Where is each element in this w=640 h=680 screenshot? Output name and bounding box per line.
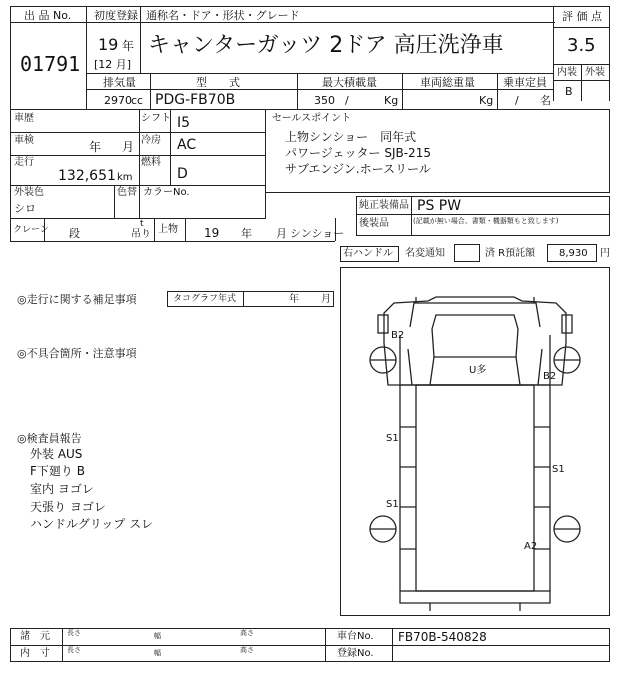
score-value: 3.5 [567, 35, 596, 56]
exterior-color-value: シロ [14, 202, 36, 215]
color-change-label: 色替 [117, 187, 137, 198]
displacement-value: 2970 [104, 94, 132, 107]
crane-t: t [140, 219, 144, 229]
max-load-value: 350 [314, 94, 335, 107]
damage-mark-s1-left-lower: S1 [386, 499, 399, 510]
model-value: PDG-FB70B [155, 92, 236, 108]
footer-height-2: 高さ [240, 646, 254, 654]
score-label: 評 価 点 [562, 10, 602, 23]
reg-year-unit: 年 [122, 39, 135, 53]
capacity-unit: 名 [540, 94, 551, 107]
inspection-month-unit: 月 [122, 140, 135, 154]
shift-label: シフト [141, 113, 171, 124]
yen-label: 円 [600, 248, 610, 259]
shift-value: I5 [177, 115, 191, 131]
footer-specs-label: 諸 元 [20, 631, 50, 642]
model-label: 型 式 [196, 76, 240, 89]
footer-width-1: 幅 [154, 632, 161, 640]
inspection-year-unit: 年 [89, 140, 102, 154]
lot-label: 出 品 No. [24, 9, 72, 22]
name-label: 通称名・ドア・形状・グレード [146, 9, 300, 22]
capacity-slash: / [515, 94, 519, 107]
footer-chassis-value: FB70B-540828 [398, 630, 487, 644]
inspector-line-5: ハンドルグリップ スレ [30, 517, 154, 531]
inspector-line-4: 天張り ヨゴレ [30, 500, 106, 514]
crane-stage: 段 [69, 227, 80, 240]
mileage-label: 走行 [14, 157, 34, 168]
inspection-label: 車検 [14, 135, 34, 146]
damage-mark-s1-left-upper: S1 [386, 433, 399, 444]
capacity-label: 乗車定員 [503, 76, 547, 89]
color-code-label: カラーNo. [143, 187, 190, 198]
damage-mark-b2-left: B2 [391, 330, 405, 341]
max-load-kg: Kg [384, 94, 399, 107]
exterior-label: 外装 [585, 67, 605, 78]
damage-mark-b2-right: B2 [543, 371, 557, 382]
interior-grade: B [565, 85, 573, 98]
fuel-value: D [177, 166, 188, 182]
vehicle-name: キャンターガッツ 2ドア 高圧洗浄車 [148, 33, 504, 58]
tacho-label: タコグラフ年式 [173, 294, 237, 304]
footer-reg-label: 登録No. [337, 648, 374, 659]
mileage-value: 132,651 [58, 168, 116, 184]
body-maker: シンショー [290, 227, 345, 240]
body-month-unit: 月 [276, 227, 287, 240]
lot-number: 01791 [20, 52, 81, 76]
name-change-label: 名変通知 [405, 248, 445, 259]
damage-mark-u: U多 [469, 365, 487, 376]
interior-label: 内装 [557, 67, 577, 78]
damage-mark-s1-right: S1 [552, 464, 565, 475]
inspector-line-3: 室内 ヨゴレ [30, 482, 94, 496]
body-year-unit: 年 [241, 227, 252, 240]
defects-label: ◎不具合箇所・注意事項 [17, 347, 137, 360]
max-load-label: 最大積載量 [322, 76, 377, 89]
footer-length-2: 長さ [67, 646, 81, 654]
driving-remarks-label: ◎走行に関する補足事項 [17, 293, 137, 306]
inspector-line-2: F下廻り B [30, 464, 85, 478]
reg-year: 19 [98, 35, 119, 54]
max-load-slash: / [345, 94, 349, 107]
history-label: 車歴 [14, 113, 34, 124]
crane-label: クレーン [13, 225, 49, 235]
damage-mark-a2: A2 [524, 541, 538, 552]
recycle-amount: 8,930 [559, 248, 588, 259]
gross-weight-kg: Kg [479, 94, 494, 107]
sales-point-2: パワージェッター SJB-215 [285, 146, 431, 160]
fuel-label: 燃料 [141, 157, 161, 168]
tacho-month: 月 [321, 294, 331, 305]
sales-point-3: サブエンジン.ホースリール [285, 162, 431, 176]
crane-hang: 吊り [131, 229, 151, 240]
sales-point-1: 上物シンショー 同年式 [285, 130, 417, 144]
footer-height-1: 高さ [240, 629, 254, 637]
genuine-equipment-value: PS PW [417, 198, 462, 214]
truck-outline [340, 267, 610, 616]
first-reg-label: 初度登録 [94, 9, 138, 22]
aftermarket-note: (記載が無い場合、書類・機器類もと致します) [413, 217, 559, 225]
footer-interior-label: 内 寸 [20, 648, 50, 659]
body-label: 上物 [158, 224, 178, 235]
genuine-equipment-label: 純正装備品 [359, 200, 409, 211]
displacement-label: 排気量 [103, 76, 136, 89]
footer-width-2: 幅 [154, 649, 161, 657]
body-year: 19 [204, 226, 220, 240]
reg-month: [12 月] [94, 58, 132, 71]
aftermarket-label: 後装品 [359, 218, 389, 229]
footer-length-1: 長さ [67, 629, 81, 637]
displacement-unit: cc [131, 94, 144, 107]
rhd-label: 右ハンドル [343, 248, 393, 259]
aircon-value: AC [177, 137, 197, 153]
gross-weight-label: 車両総重量 [420, 76, 475, 89]
footer-chassis-label: 車台No. [337, 631, 374, 642]
tacho-year: 年 [289, 294, 299, 305]
exterior-color-label: 外装色 [14, 187, 44, 198]
aircon-label: 冷房 [141, 135, 161, 146]
inspector-line-1: 外装 AUS [30, 447, 83, 461]
inspector-label: ◎検査員報告 [17, 432, 82, 445]
mileage-unit: km [117, 172, 133, 183]
recycle-label: 済 R預託額 [485, 248, 536, 259]
sales-points-label: セールスポイント [272, 113, 352, 124]
